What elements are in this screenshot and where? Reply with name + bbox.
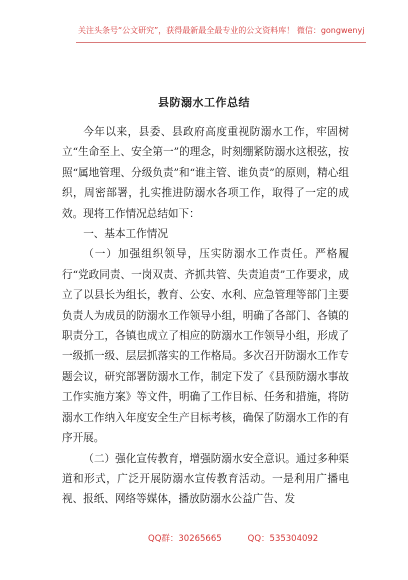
header-note: 关注头条号“公文研究”，获得最新最全最专业的公文资料库！ 微信：gongwenyj [78,26,365,35]
document-title: 县防溺水工作总结 [158,96,250,109]
document-body [62,122,349,552]
footer-qq-group: QQ群：30265665 [148,534,222,544]
paragraph-publicity: （二）强化宣传教育，增强防溺水安全意识。通过多种渠道和形式，广泛开展防溺水宣传教育活动。一是利用广播电视、报纸、网络等媒体，播放防溺水公益广告、发 [62,452,349,506]
header-divider [76,42,366,43]
footer-contact [148,534,348,545]
section-heading: 一、基本工作情况 [83,228,168,241]
paragraph-intro: 今年以来，县委、县政府高度重视防溺水工作，牢固树立“生命至上、安全第一”的理念，时刻绷紧防溺水这根弦，按照“属地管理、分级负责”和“谁主管、谁负责”的原则，精心组织，周密部署，扎实推进防溺水各项工作，取得了一定的成效。现将工作情况总结如下： [62,126,349,220]
footer-qq-number: QQ：535304092 [247,534,319,544]
paragraph-organization: （一）加强组织领导，压实防溺水工作责任。严格履行“党政同责、一岗双责、齐抓共管、失责追责”工作要求，成立了以县长为组长，教育、公安、水利、应急管理等部门主要负责人为成员的防溺水工作领导小组，明确了各部门、各镇的职责分工，各镇也成立了相应的防溺水工作领导小组，形成了一级抓一级、层层抓落实的工作格局。多次召开防溺水工作专题会议，研究部署防溺水工作，制定下发了《县预防溺水事故工作实施方案》等文件，明确了工作目标、任务和措施，将防溺水工作纳入年度安全生产目标考核，确保了防溺水工作的有序开展。 [62,248,349,445]
